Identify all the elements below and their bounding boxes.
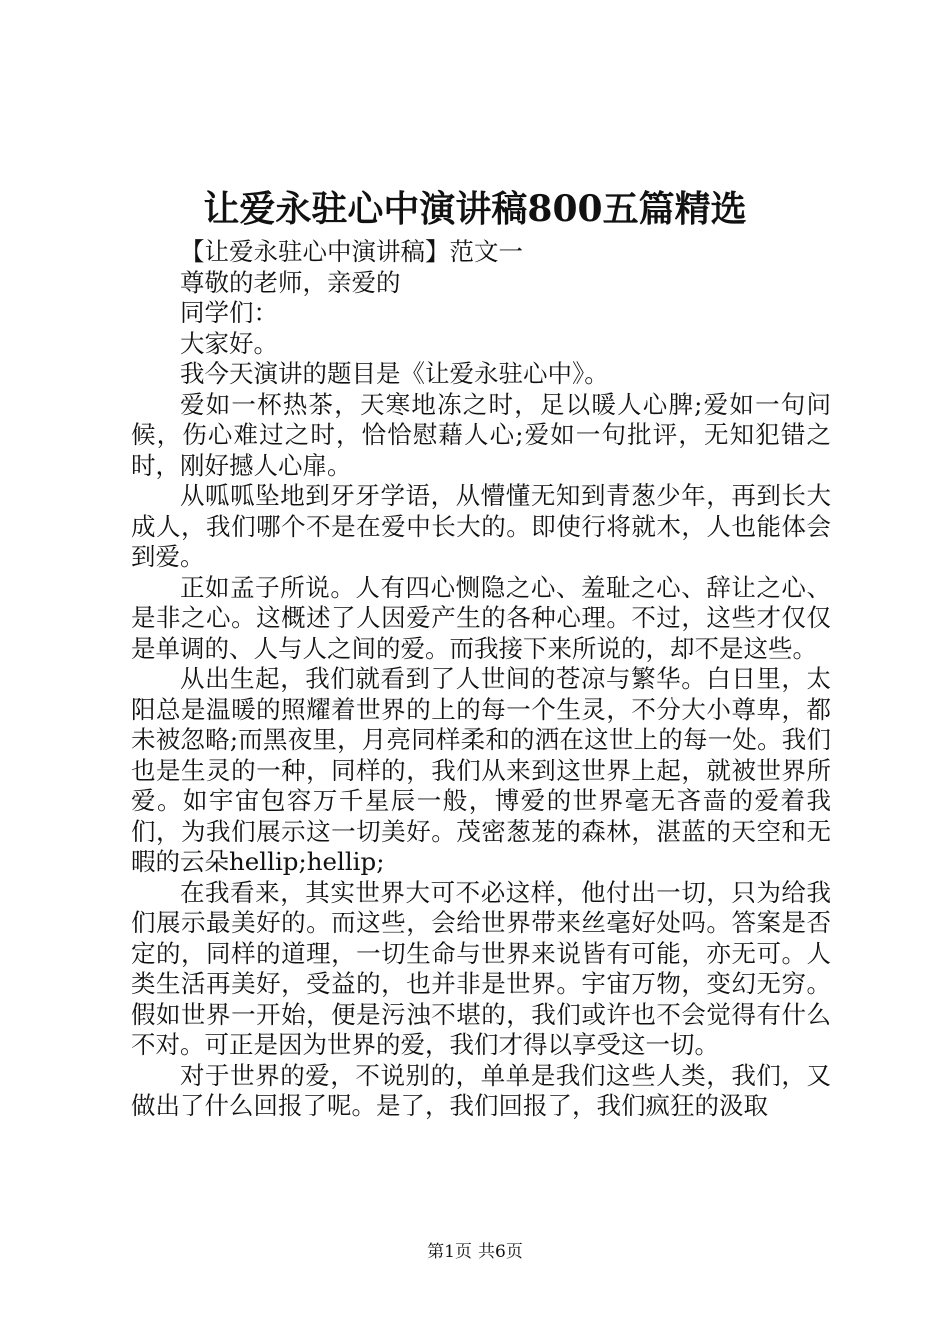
paragraph: 从呱呱坠地到牙牙学语，从懵懂无知到青葱少年，再到长大成人，我们哪个不是在爱中长大的。即使行将就木，人也能体会到爱。 <box>131 481 831 571</box>
page-footer <box>0 1240 950 1264</box>
paragraph: 在我看来，其实世界大可不必这样，他付出一切，只为给我们展示最美好的。而这些，会给世界带来丝毫好处吗。答案是否定的，同样的道理，一切生命与世界来说皆有可能，亦无可。人类生活再美好，受益的，也并非是世界。宇宙万物，变幻无穷。假如世界一开始，便是污浊不堪的，我们或许也不会觉得有什么不对。可正是因为世界的爱，我们才得以享受这一切。 <box>131 877 831 1059</box>
paragraph: 对于世界的爱，不说别的，单单是我们这些人类，我们，又做出了什么回报了呢。是了，我们回报了，我们疯狂的汲取 <box>131 1060 831 1120</box>
page-total: 共6页 <box>478 1242 523 1262</box>
paragraph-topic: 我今天演讲的题目是《让爱永驻心中》。 <box>180 359 609 388</box>
paragraph: 正如孟子所说。人有四心恻隐之心、羞耻之心、辞让之心、是非之心。这概述了人因爱产生的各种心理。不过，这些才仅仅是单调的、人与人之间的爱。而我接下来所说的，却不是这些。 <box>131 572 831 663</box>
paragraph: 爱如一杯热茶，天寒地冻之时，足以暖人心脾;爱如一句问候，伤心难过之时，恰恰慰藉人心;爱如一句批评，无知犯错之时，刚好撼人心扉。 <box>131 389 831 480</box>
paragraph-salutation-1: 尊敬的老师，亲爱的 <box>180 267 401 297</box>
paragraph-heading: 【让爱永驻心中演讲稿】范文一 <box>180 237 523 266</box>
document-body <box>131 237 831 1122</box>
paragraph-salutation-2: 同学们： <box>180 298 278 327</box>
page-number: 第1页 <box>427 1242 472 1262</box>
paragraph-greeting: 大家好。 <box>180 328 278 358</box>
page-title: 让爱永驻心中演讲稿800五篇精选 <box>203 188 747 230</box>
paragraph: 从出生起，我们就看到了人世间的苍凉与繁华。白日里，太阳总是温暖的照耀着世界的上的每一个生灵，不分大小尊卑，都未被忽略;而黑夜里，月亮同样柔和的洒在这世上的每一处。我们也是生灵的一种，同样的，我们从来到这世界上起，就被世界所爱。如宇宙包容万千星辰一般，博爱的世界毫无吝啬的爱着我们，为我们展示这一切美好。茂密葱茏的森林，湛蓝的天空和无暇的云朵hellip;hellip; <box>131 664 831 876</box>
